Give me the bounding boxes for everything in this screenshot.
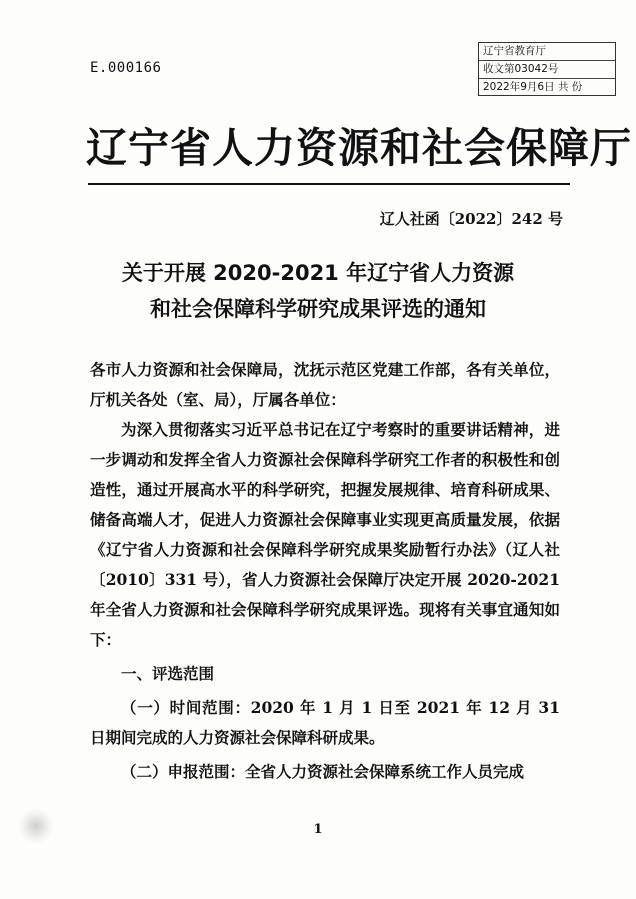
header-divider	[88, 183, 570, 185]
document-code: E.000166	[90, 60, 162, 76]
stamp-agency: 辽宁省教育厅	[479, 43, 615, 61]
stamp-receipt-number: 03042	[514, 63, 548, 75]
intro-paragraph: 为深入贯彻落实习近平总书记在辽宁考察时的重要讲话精神，进一步调动和发挥全省人力资源社会保障科学研究工作者的积极性和创造性，通过开展高水平的科学研究，把握发展规律、培育科研成果、储备高端人才，促进人力资源社会保障事业实现更高质量发展，依据《辽宁省人力资源和社会保障科学研究成果奖励暂行办法》（辽人社〔2010〕331 号），省人力资源社会保障厅决定开展 2020-2021 年全省人力资源和社会保障科学研究成果评选。现将有关事宜通知如下：	[90, 420, 560, 649]
stamp-receipt-row	[479, 61, 615, 79]
scope-item-applicants: （二）申报范围：全省人力资源社会保障系统工作人员完成	[121, 762, 525, 781]
notice-body	[90, 355, 560, 787]
stamp-date-row	[479, 79, 615, 96]
notice-title-line-1: 关于开展 2020-2021 年辽宁省人力资源	[121, 261, 515, 285]
stamp-receipt-suffix: 号	[547, 63, 559, 75]
stamp-receipt-label: 收文第	[483, 63, 515, 75]
salutation: 各市人力资源和社会保障局，沈抚示范区党建工作部，各有关单位，厅机关各处（室、局），厅属各单位：	[90, 360, 560, 409]
receipt-stamp	[478, 42, 616, 96]
section-heading-scope: 一、评选范围	[121, 664, 215, 683]
issuing-agency-title: 辽宁省人力资源和社会保障厅	[86, 124, 632, 172]
page-number: 1	[313, 822, 323, 837]
scope-item-time: （一）时间范围：2020 年 1 月 1 日至 2021 年 12 月 31 日期间完成的人力资源社会保障科研成果。	[90, 698, 560, 747]
document-number: 辽人社函〔2022〕242 号	[379, 210, 563, 228]
notice-title	[0, 255, 636, 327]
notice-title-line-2: 和社会保障科学研究成果评选的通知	[150, 297, 486, 321]
stamp-copies: 共 份	[557, 81, 583, 93]
stamp-date: 2022年9月6日	[483, 81, 555, 93]
